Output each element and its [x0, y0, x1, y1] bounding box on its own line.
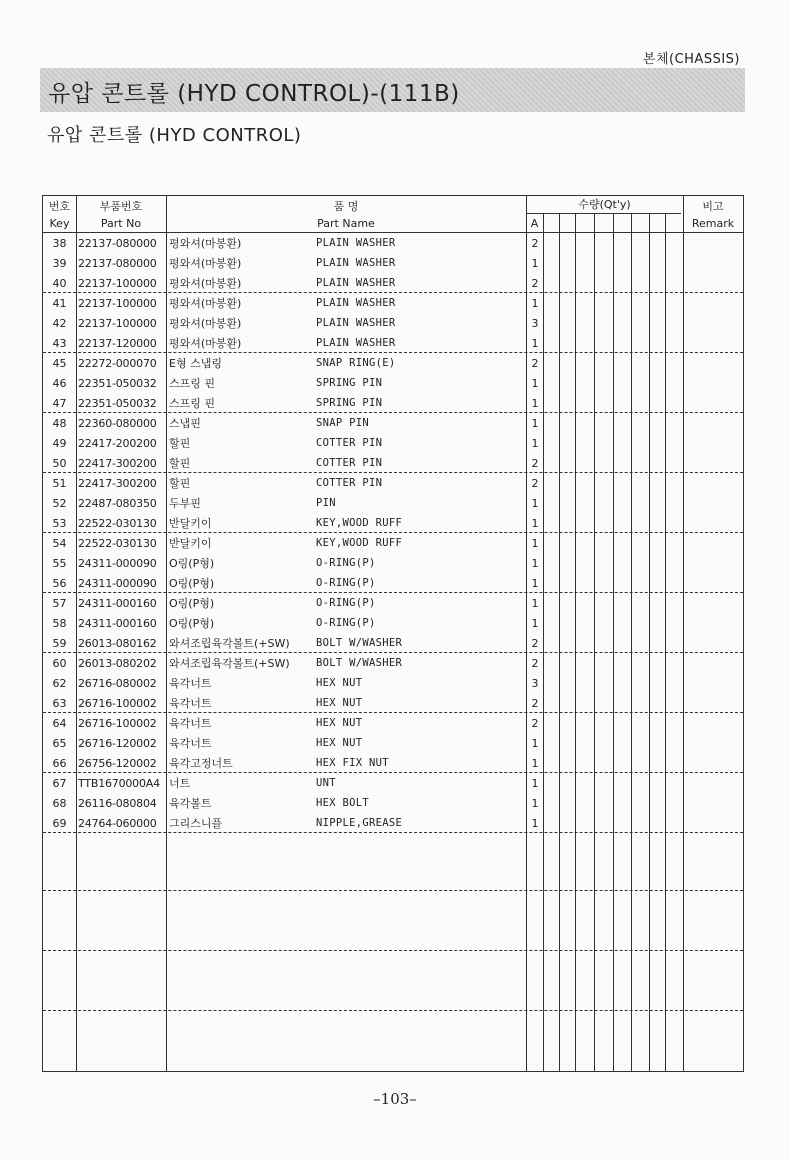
table-row — [43, 473, 743, 493]
row-name-kor: 할핀 — [169, 457, 191, 470]
row-qty: 1 — [531, 817, 539, 830]
row-name-eng: SPRING PIN — [316, 377, 383, 389]
row-name-eng: PLAIN WASHER — [316, 317, 396, 329]
table-row — [43, 453, 743, 473]
row-group-divider — [43, 890, 743, 891]
row-qty: 1 — [531, 517, 539, 530]
row-name-eng: O-RING(P) — [316, 597, 376, 609]
table-row — [43, 593, 743, 613]
title-bar — [40, 68, 745, 112]
row-part-no: 22272-000070 — [78, 357, 157, 370]
table-row — [43, 753, 743, 773]
header-remark-ko: 비고 — [702, 200, 724, 213]
row-name-eng: PLAIN WASHER — [316, 237, 396, 249]
row-name-kor: 할핀 — [169, 437, 191, 450]
row-name-eng: HEX NUT — [316, 697, 363, 709]
row-key: 59 — [52, 637, 67, 650]
row-part-no: 26716-100002 — [78, 697, 157, 710]
table-row — [43, 633, 743, 653]
row-name-eng: HEX NUT — [316, 677, 363, 689]
row-name-eng: O-RING(P) — [316, 577, 376, 589]
row-qty: 2 — [531, 717, 539, 730]
row-name-eng: HEX NUT — [316, 737, 363, 749]
row-key: 49 — [52, 437, 67, 450]
row-part-no: 26716-100002 — [78, 717, 157, 730]
row-qty: 1 — [531, 757, 539, 770]
row-key: 55 — [52, 557, 67, 570]
table-row — [43, 813, 743, 833]
row-qty: 1 — [531, 377, 539, 390]
header-name-ko: 품 명 — [333, 200, 359, 213]
row-name-kor: 평와셔(마봉환) — [169, 297, 242, 310]
row-name-kor: 육각너트 — [169, 677, 212, 690]
row-name-eng: HEX BOLT — [316, 797, 369, 809]
row-part-no: 22137-120000 — [78, 337, 157, 350]
row-name-kor: 와셔조립육각볼트(+SW) — [169, 637, 290, 650]
row-part-no: 22351-050032 — [78, 397, 157, 410]
table-row — [43, 533, 743, 553]
row-name-eng: UNT — [316, 777, 336, 789]
row-qty: 1 — [531, 777, 539, 790]
header-remark-en: Remark — [691, 217, 735, 230]
table-row — [43, 653, 743, 673]
page-title: 유압 콘트롤 (HYD CONTROL)-(111B) — [48, 81, 460, 107]
row-name-eng: SPRING PIN — [316, 397, 383, 409]
row-qty: 1 — [531, 337, 539, 350]
row-qty: 1 — [531, 437, 539, 450]
table-row — [43, 793, 743, 813]
row-qty: 1 — [531, 537, 539, 550]
row-name-kor: 할핀 — [169, 477, 191, 490]
row-name-kor: O링(P형) — [169, 617, 215, 630]
row-qty: 2 — [531, 277, 539, 290]
row-key: 62 — [52, 677, 67, 690]
row-part-no: 26013-080162 — [78, 637, 157, 650]
page-subtitle: 유압 콘트롤 (HYD CONTROL) — [47, 125, 302, 146]
header-qty-a: A — [530, 217, 539, 230]
row-name-kor: 스프링 핀 — [169, 377, 216, 390]
row-name-kor: 육각고정너트 — [169, 757, 233, 770]
row-part-no: 22351-050032 — [78, 377, 157, 390]
row-qty: 1 — [531, 257, 539, 270]
table-row — [43, 773, 743, 793]
row-key: 65 — [52, 737, 67, 750]
row-group-divider — [43, 950, 743, 951]
table-row — [43, 733, 743, 753]
row-part-no: 22487-080350 — [78, 497, 157, 510]
row-name-kor: 평와셔(마봉환) — [169, 257, 242, 270]
row-name-kor: 두부핀 — [169, 497, 201, 510]
row-name-kor: 그리스니플 — [169, 817, 223, 830]
row-key: 63 — [52, 697, 67, 710]
table-row — [43, 413, 743, 433]
row-key: 69 — [52, 817, 67, 830]
table-row — [43, 713, 743, 733]
page-number: –103– — [373, 1090, 417, 1108]
parts-table — [42, 195, 744, 1072]
header-partno-en: Part No — [100, 217, 142, 230]
row-part-no: 22522-030130 — [78, 537, 157, 550]
row-key: 45 — [52, 357, 67, 370]
header-qty-ko: 수량(Qt'y) — [578, 198, 631, 211]
row-name-eng: PLAIN WASHER — [316, 337, 396, 349]
row-part-no: 22417-300200 — [78, 477, 157, 490]
table-row — [43, 333, 743, 353]
row-qty: 3 — [531, 317, 539, 330]
row-key: 50 — [52, 457, 67, 470]
row-part-no: 22137-080000 — [78, 257, 157, 270]
row-group-divider — [43, 1010, 743, 1011]
row-name-eng: SNAP RING(E) — [316, 357, 396, 369]
row-name-kor: 평와셔(마봉환) — [169, 317, 242, 330]
row-name-eng: BOLT W/WASHER — [316, 637, 403, 649]
row-name-eng: O-RING(P) — [316, 617, 376, 629]
table-row — [43, 493, 743, 513]
header-key-ko: 번호 — [48, 200, 71, 213]
header-name-en: Part Name — [317, 217, 375, 230]
row-name-kor: 반달키이 — [169, 517, 212, 530]
row-name-kor: 육각너트 — [169, 717, 212, 730]
row-qty: 1 — [531, 597, 539, 610]
row-name-kor: 육각볼트 — [169, 797, 212, 810]
header-key-en: Key — [49, 217, 70, 230]
row-name-eng: COTTER PIN — [316, 477, 383, 489]
row-name-kor: 스프링 핀 — [169, 397, 216, 410]
table-row — [43, 573, 743, 593]
row-name-kor: 와셔조립육각볼트(+SW) — [169, 657, 290, 670]
row-qty: 1 — [531, 577, 539, 590]
table-row — [43, 273, 743, 293]
row-key: 64 — [52, 717, 67, 730]
row-key: 42 — [52, 317, 67, 330]
row-key: 39 — [52, 257, 67, 270]
row-key: 38 — [52, 237, 67, 250]
row-name-eng: NIPPLE,GREASE — [316, 817, 403, 829]
row-name-kor: 스냅핀 — [169, 417, 201, 430]
row-name-eng: HEX FIX NUT — [316, 757, 389, 769]
header-partno-ko: 부품번호 — [99, 200, 143, 213]
table-row — [43, 313, 743, 333]
row-group-divider — [43, 832, 743, 833]
row-part-no: 22137-080000 — [78, 237, 157, 250]
row-name-eng: PLAIN WASHER — [316, 257, 396, 269]
row-qty: 1 — [531, 497, 539, 510]
row-part-no: 22522-030130 — [78, 517, 157, 530]
row-part-no: 26756-120002 — [78, 757, 157, 770]
row-key: 56 — [52, 577, 67, 590]
row-key: 48 — [52, 417, 67, 430]
row-name-kor: 반달키이 — [169, 537, 212, 550]
table-row — [43, 353, 743, 373]
row-qty: 1 — [531, 737, 539, 750]
row-key: 57 — [52, 597, 67, 610]
row-qty: 2 — [531, 697, 539, 710]
row-name-eng: KEY,WOOD RUFF — [316, 537, 403, 549]
table-row — [43, 253, 743, 273]
row-qty: 2 — [531, 657, 539, 670]
row-part-no: 26716-080002 — [78, 677, 157, 690]
row-name-eng: SNAP PIN — [316, 417, 369, 429]
row-qty: 1 — [531, 557, 539, 570]
row-qty: 2 — [531, 237, 539, 250]
table-row — [43, 513, 743, 533]
row-qty: 1 — [531, 397, 539, 410]
row-name-eng: COTTER PIN — [316, 457, 383, 469]
table-row — [43, 673, 743, 693]
row-name-kor: 육각너트 — [169, 737, 212, 750]
table-row — [43, 393, 743, 413]
row-name-eng: PLAIN WASHER — [316, 277, 396, 289]
row-name-kor: 평와셔(마봉환) — [169, 277, 242, 290]
row-qty: 2 — [531, 357, 539, 370]
row-name-kor: O링(P형) — [169, 577, 215, 590]
row-part-no: 22137-100000 — [78, 297, 157, 310]
row-key: 54 — [52, 537, 67, 550]
row-qty: 1 — [531, 797, 539, 810]
table-row — [43, 613, 743, 633]
table-row — [43, 693, 743, 713]
row-qty: 2 — [531, 477, 539, 490]
row-name-eng: PIN — [316, 497, 336, 509]
table-row — [43, 293, 743, 313]
row-part-no: 22137-100000 — [78, 317, 157, 330]
row-qty: 2 — [531, 457, 539, 470]
row-name-kor: 평와셔(마봉환) — [169, 337, 242, 350]
row-name-kor: 너트 — [169, 777, 191, 790]
row-qty: 3 — [531, 677, 539, 690]
row-key: 51 — [52, 477, 67, 490]
row-name-kor: 육각너트 — [169, 697, 212, 710]
row-part-no: 26716-120002 — [78, 737, 157, 750]
row-key: 68 — [52, 797, 67, 810]
row-key: 52 — [52, 497, 67, 510]
row-part-no: TTB1670000A4 — [78, 777, 160, 790]
table-row — [43, 553, 743, 573]
row-part-no: 24311-000090 — [78, 577, 157, 590]
row-name-eng: PLAIN WASHER — [316, 297, 396, 309]
row-key: 53 — [52, 517, 67, 530]
row-name-eng: COTTER PIN — [316, 437, 383, 449]
row-name-kor: O링(P형) — [169, 597, 215, 610]
row-part-no: 24311-000160 — [78, 597, 157, 610]
row-key: 66 — [52, 757, 67, 770]
row-key: 47 — [52, 397, 67, 410]
row-part-no: 24311-000160 — [78, 617, 157, 630]
row-qty: 1 — [531, 297, 539, 310]
row-name-eng: HEX NUT — [316, 717, 363, 729]
table-row — [43, 373, 743, 393]
row-part-no: 26013-080202 — [78, 657, 157, 670]
row-part-no: 26116-080804 — [78, 797, 157, 810]
row-key: 67 — [52, 777, 67, 790]
row-name-eng: BOLT W/WASHER — [316, 657, 403, 669]
row-key: 43 — [52, 337, 67, 350]
header-divider — [526, 213, 681, 214]
row-part-no: 22360-080000 — [78, 417, 157, 430]
row-name-kor: E형 스냅링 — [169, 357, 222, 370]
row-part-no: 22417-300200 — [78, 457, 157, 470]
row-qty: 1 — [531, 417, 539, 430]
row-part-no: 22417-200200 — [78, 437, 157, 450]
row-key: 41 — [52, 297, 67, 310]
row-qty: 1 — [531, 617, 539, 630]
row-key: 40 — [52, 277, 67, 290]
row-qty: 2 — [531, 637, 539, 650]
row-name-eng: KEY,WOOD RUFF — [316, 517, 403, 529]
row-part-no: 22137-100000 — [78, 277, 157, 290]
row-name-eng: O-RING(P) — [316, 557, 376, 569]
row-key: 58 — [52, 617, 67, 630]
table-row — [43, 433, 743, 453]
row-part-no: 24764-060000 — [78, 817, 157, 830]
row-name-kor: O링(P형) — [169, 557, 215, 570]
row-key: 60 — [52, 657, 67, 670]
table-row — [43, 233, 743, 253]
section-label: 본체(CHASSIS) — [642, 52, 740, 67]
row-part-no: 24311-000090 — [78, 557, 157, 570]
row-name-kor: 평와셔(마봉환) — [169, 237, 242, 250]
row-key: 46 — [52, 377, 67, 390]
